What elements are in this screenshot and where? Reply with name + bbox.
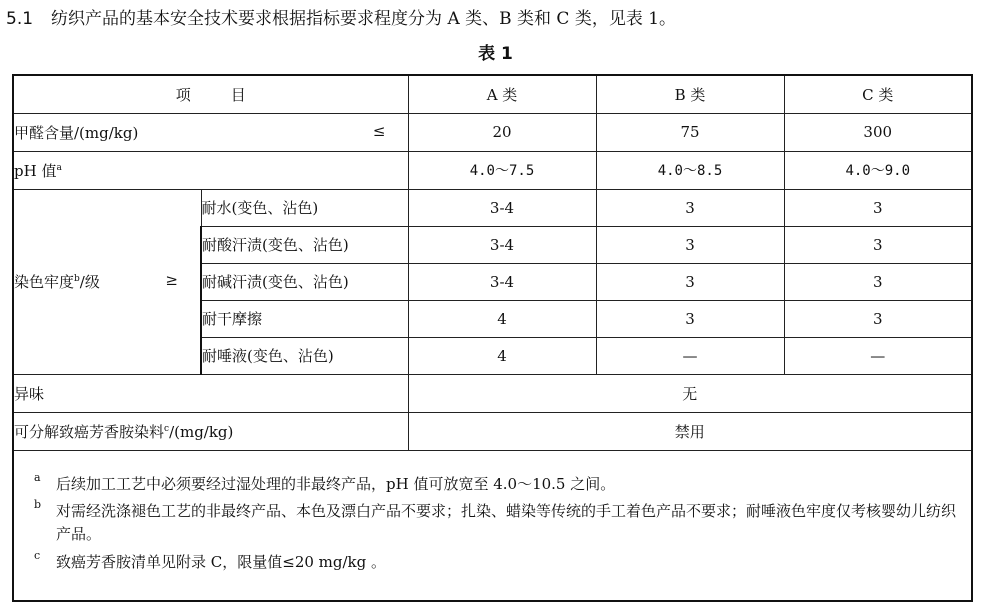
fastness-name: 耐酸汗渍(变色、沾色) [201, 226, 408, 263]
fastness-value-c: 3 [784, 300, 972, 337]
amine-unit: /(mg/kg) [169, 422, 234, 441]
table-caption: 表 1 [478, 44, 513, 64]
footnote-mark: b [34, 498, 42, 511]
header-item-right: 目 [230, 85, 246, 104]
formaldehyde-b: 75 [596, 113, 784, 151]
fastness-value-a: 3-4 [408, 189, 596, 226]
fastness-name: 耐水(变色、沾色) [201, 189, 408, 226]
fastness-value-b: 3 [596, 189, 784, 226]
formaldehyde-a: 20 [408, 113, 596, 151]
fastness-symbol: ≥ [165, 271, 178, 289]
header-item-left: 项 [175, 85, 191, 104]
fastness-value-a: 3-4 [408, 263, 596, 300]
header-item [13, 75, 408, 113]
amine-label-cell [13, 412, 408, 450]
ph-a: 4.0～7.5 [408, 151, 596, 189]
fastness-unit: /级 [79, 273, 100, 291]
footnote [34, 500, 959, 547]
footnote [34, 548, 959, 574]
footnote-text: 对需经洗涤褪色工艺的非最终产品、本色及漂白产品不要求；扎染、蜡染等传统的手工着色产品不要求；耐唾液色牢度仅考核婴幼儿纺织产品。 [56, 502, 957, 544]
odor-row [13, 374, 972, 412]
header-col-c: C 类 [784, 75, 972, 113]
section-text: 纺织产品的基本安全技术要求根据指标要求程度分为 A 类、B 类和 C 类，见表 1。 [51, 9, 677, 29]
notes-cell [13, 450, 972, 601]
footnote-text: 后续加工工艺中必须要经过湿处理的非最终产品，pH 值可放宽至 4.0～10.5 之间。 [56, 474, 616, 493]
fastness-value-c: 3 [784, 189, 972, 226]
fastness-value-a: 4 [408, 300, 596, 337]
odor-value: 无 [408, 374, 972, 412]
fastness-value-b: — [596, 337, 784, 374]
fastness-label-cell [13, 189, 201, 374]
fastness-value-c: — [784, 337, 972, 374]
fastness-value-b: 3 [596, 300, 784, 337]
ph-c: 4.0～9.0 [784, 151, 972, 189]
ph-row [13, 151, 972, 189]
fastness-label: 染色牢度 [14, 273, 75, 291]
safety-requirements-table [12, 74, 973, 602]
section-number: 5.1 [6, 9, 34, 29]
header-col-b: B 类 [596, 75, 784, 113]
fastness-name: 耐唾液(变色、沾色) [201, 337, 408, 374]
header-col-a: A 类 [408, 75, 596, 113]
formaldehyde-row [13, 113, 972, 151]
amine-value: 禁用 [408, 412, 972, 450]
ph-label-cell [13, 151, 408, 189]
amine-label: 可分解致癌芳香胺染料 [14, 422, 165, 441]
fastness-value-a: 4 [408, 337, 596, 374]
notes-row [13, 450, 972, 601]
fastness-value-b: 3 [596, 226, 784, 263]
formaldehyde-symbol: ≤ [372, 121, 386, 140]
fastness-value-c: 3 [784, 263, 972, 300]
ph-label: pH 值 [14, 161, 57, 180]
footnote-mark: a [34, 470, 41, 484]
fastness-name: 耐碱汗渍(变色、沾色) [201, 263, 408, 300]
section-heading [6, 4, 676, 29]
fastness-value-c: 3 [784, 226, 972, 263]
formaldehyde-label: 甲醛含量/(mg/kg) [14, 123, 139, 142]
fastness-value-a: 3-4 [408, 226, 596, 263]
ph-b: 4.0～8.5 [596, 151, 784, 189]
fastness-footnote-mark: b [74, 274, 80, 284]
odor-label: 异味 [13, 374, 408, 412]
amine-row [13, 412, 972, 450]
fastness-row [13, 189, 972, 226]
footnote-mark: c [34, 548, 41, 562]
formaldehyde-label-cell [13, 113, 408, 151]
ph-footnote-mark: a [56, 162, 62, 173]
fastness-name: 耐干摩擦 [201, 300, 408, 337]
footnote [34, 470, 959, 496]
fastness-value-b: 3 [596, 263, 784, 300]
amine-footnote-mark: c [164, 423, 170, 434]
footnotes [14, 463, 971, 588]
header-row [13, 75, 972, 113]
footnote-text: 致癌芳香胺清单见附录 C，限量值≤20 mg/kg 。 [56, 552, 387, 571]
formaldehyde-c: 300 [784, 113, 972, 151]
